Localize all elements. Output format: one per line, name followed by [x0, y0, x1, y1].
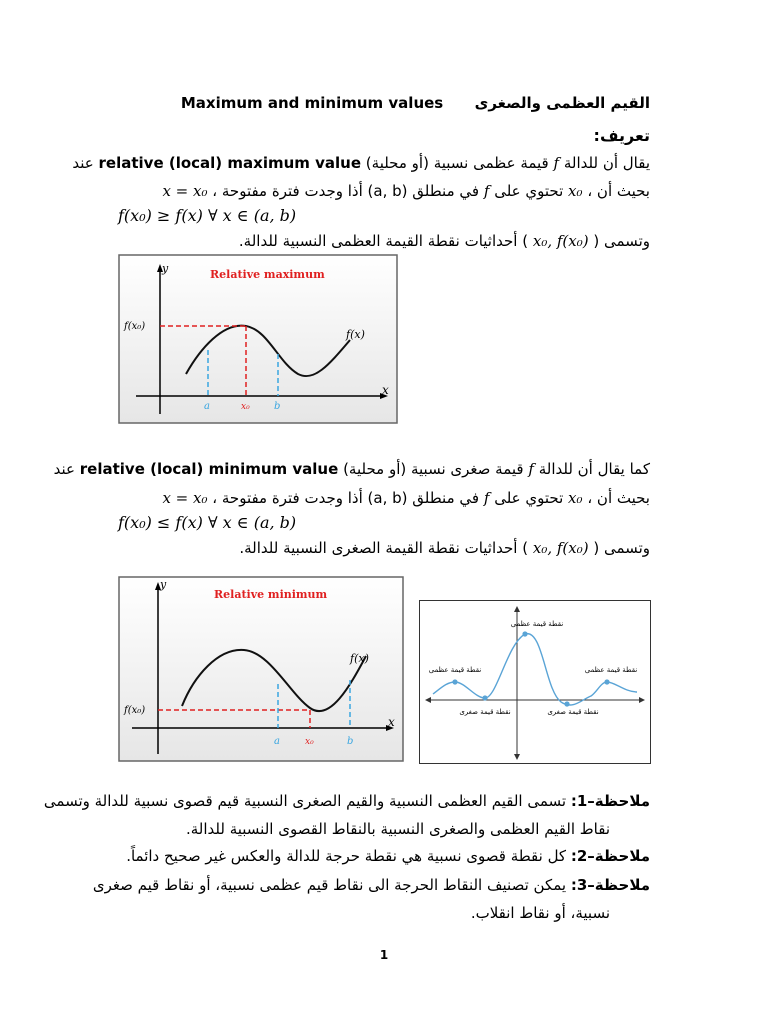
relative-minimum-graph	[118, 576, 404, 762]
note-3-label: ملاحظة–3:	[570, 876, 650, 894]
left-max-label: نقطة قيمة عظمى	[428, 666, 482, 674]
title-arabic: القيم العظمى والصغرى	[474, 94, 650, 112]
page-number: 1	[379, 948, 389, 962]
figure-title: Relative minimum	[214, 588, 328, 601]
relative-maximum-graph	[118, 254, 398, 424]
min-point-name: وتسمى ( x₀, f(x₀) ) أحداثيات نقطة القيمة الصغرى النسبية للدالة.	[239, 539, 650, 557]
page-title	[181, 94, 650, 112]
y-axis-label: y	[162, 262, 169, 275]
relative-maximum-figure	[118, 254, 398, 424]
note-3-line2: نسبية، أو نقاط انقلاب.	[470, 904, 610, 922]
top-max-point	[522, 631, 527, 636]
x-axis-label: x	[382, 383, 389, 397]
right-max-label: نقطة قيمة عظمى	[584, 666, 638, 674]
x-axis-label: x	[388, 715, 395, 729]
min-term: relative (local) minimum value	[79, 460, 339, 478]
right-min-label: نقطة قيمة صغرى	[547, 708, 599, 716]
right-max-point	[604, 679, 609, 684]
note-2: ملاحظة–2: كل نقطة قصوى نسبية هي نقطة حرجة للدالة والعكس غير صحيح دائماً.	[126, 847, 650, 865]
note-2-label: ملاحظة–2:	[570, 847, 650, 865]
min-def-line2: x = x₀ ، أذا وجدت فترة مفتوحة (a, b) في منطلق f تحتوي على x₀ ، بحيث أن	[162, 489, 650, 507]
a-label: a	[204, 401, 210, 412]
note-1-label: ملاحظة–1:	[570, 792, 650, 810]
x0-label: x₀	[305, 737, 314, 747]
title-english: Maximum and minimum values	[180, 94, 444, 112]
f-label: f(x)	[350, 652, 369, 665]
note-1-line2: نقاط القيم العظمى والصغرى النسبية بالنقاط القصوى النسبية للدالة.	[185, 820, 610, 838]
note-3-line1: ملاحظة–3: يمكن تصنيف النقاط الحرجة الى نقاط قيم عظمى نسبية، أو نقاط قيم صغرى	[92, 876, 650, 894]
max-def-line1: يقال أن للدالة f قيمة عظمى نسبية (أو محلية) relative (local) maximum value عند	[72, 154, 650, 172]
top-max-label: نقطة قيمة عظمى	[510, 620, 564, 628]
note-1-line1: ملاحظة–1: تسمى القيم العظمى النسبية والقيم الصغرى النسبية قيم قصوى نسبية للدالة وتسمى	[43, 792, 650, 810]
left-max-point	[452, 679, 457, 684]
right-min-point	[564, 701, 569, 706]
left-min-label: نقطة قيمة صغرى	[459, 708, 511, 716]
extrema-wave-graph	[419, 600, 651, 764]
f-label: f(x)	[346, 328, 365, 341]
extrema-wave-figure	[419, 600, 651, 764]
y-axis-label: y	[160, 578, 167, 591]
fx0-label: f(x₀)	[124, 321, 146, 332]
left-min-point	[482, 695, 487, 700]
min-condition: f(x₀) ≤ f(x) ∀ x ∈ (a, b)	[118, 513, 297, 532]
x0-label: x₀	[241, 402, 250, 412]
relative-minimum-figure	[118, 576, 404, 762]
max-def-line2: x = x₀ ، أذا وجدت فترة مفتوحة (a, b) في منطلق f تحتوي على x₀ ، بحيث أن	[162, 182, 650, 200]
definition-heading: تعريف:	[593, 126, 650, 145]
max-condition: f(x₀) ≥ f(x) ∀ x ∈ (a, b)	[118, 206, 297, 225]
max-point-name: وتسمى ( x₀, f(x₀) ) أحداثيات نقطة القيمة العظمى النسبية للدالة.	[238, 232, 650, 250]
fx0-label: f(x₀)	[124, 705, 146, 716]
max-term: relative (local) maximum value	[98, 154, 362, 172]
figure-title: Relative maximum	[210, 268, 325, 281]
b-label: b	[274, 401, 281, 412]
min-def-line1: كما يقال أن للدالة f قيمة صغرى نسبية (أو محلية) relative (local) minimum value عند	[53, 460, 650, 478]
b-label: b	[347, 736, 354, 747]
figure-frame	[119, 577, 403, 761]
a-label: a	[274, 736, 280, 747]
